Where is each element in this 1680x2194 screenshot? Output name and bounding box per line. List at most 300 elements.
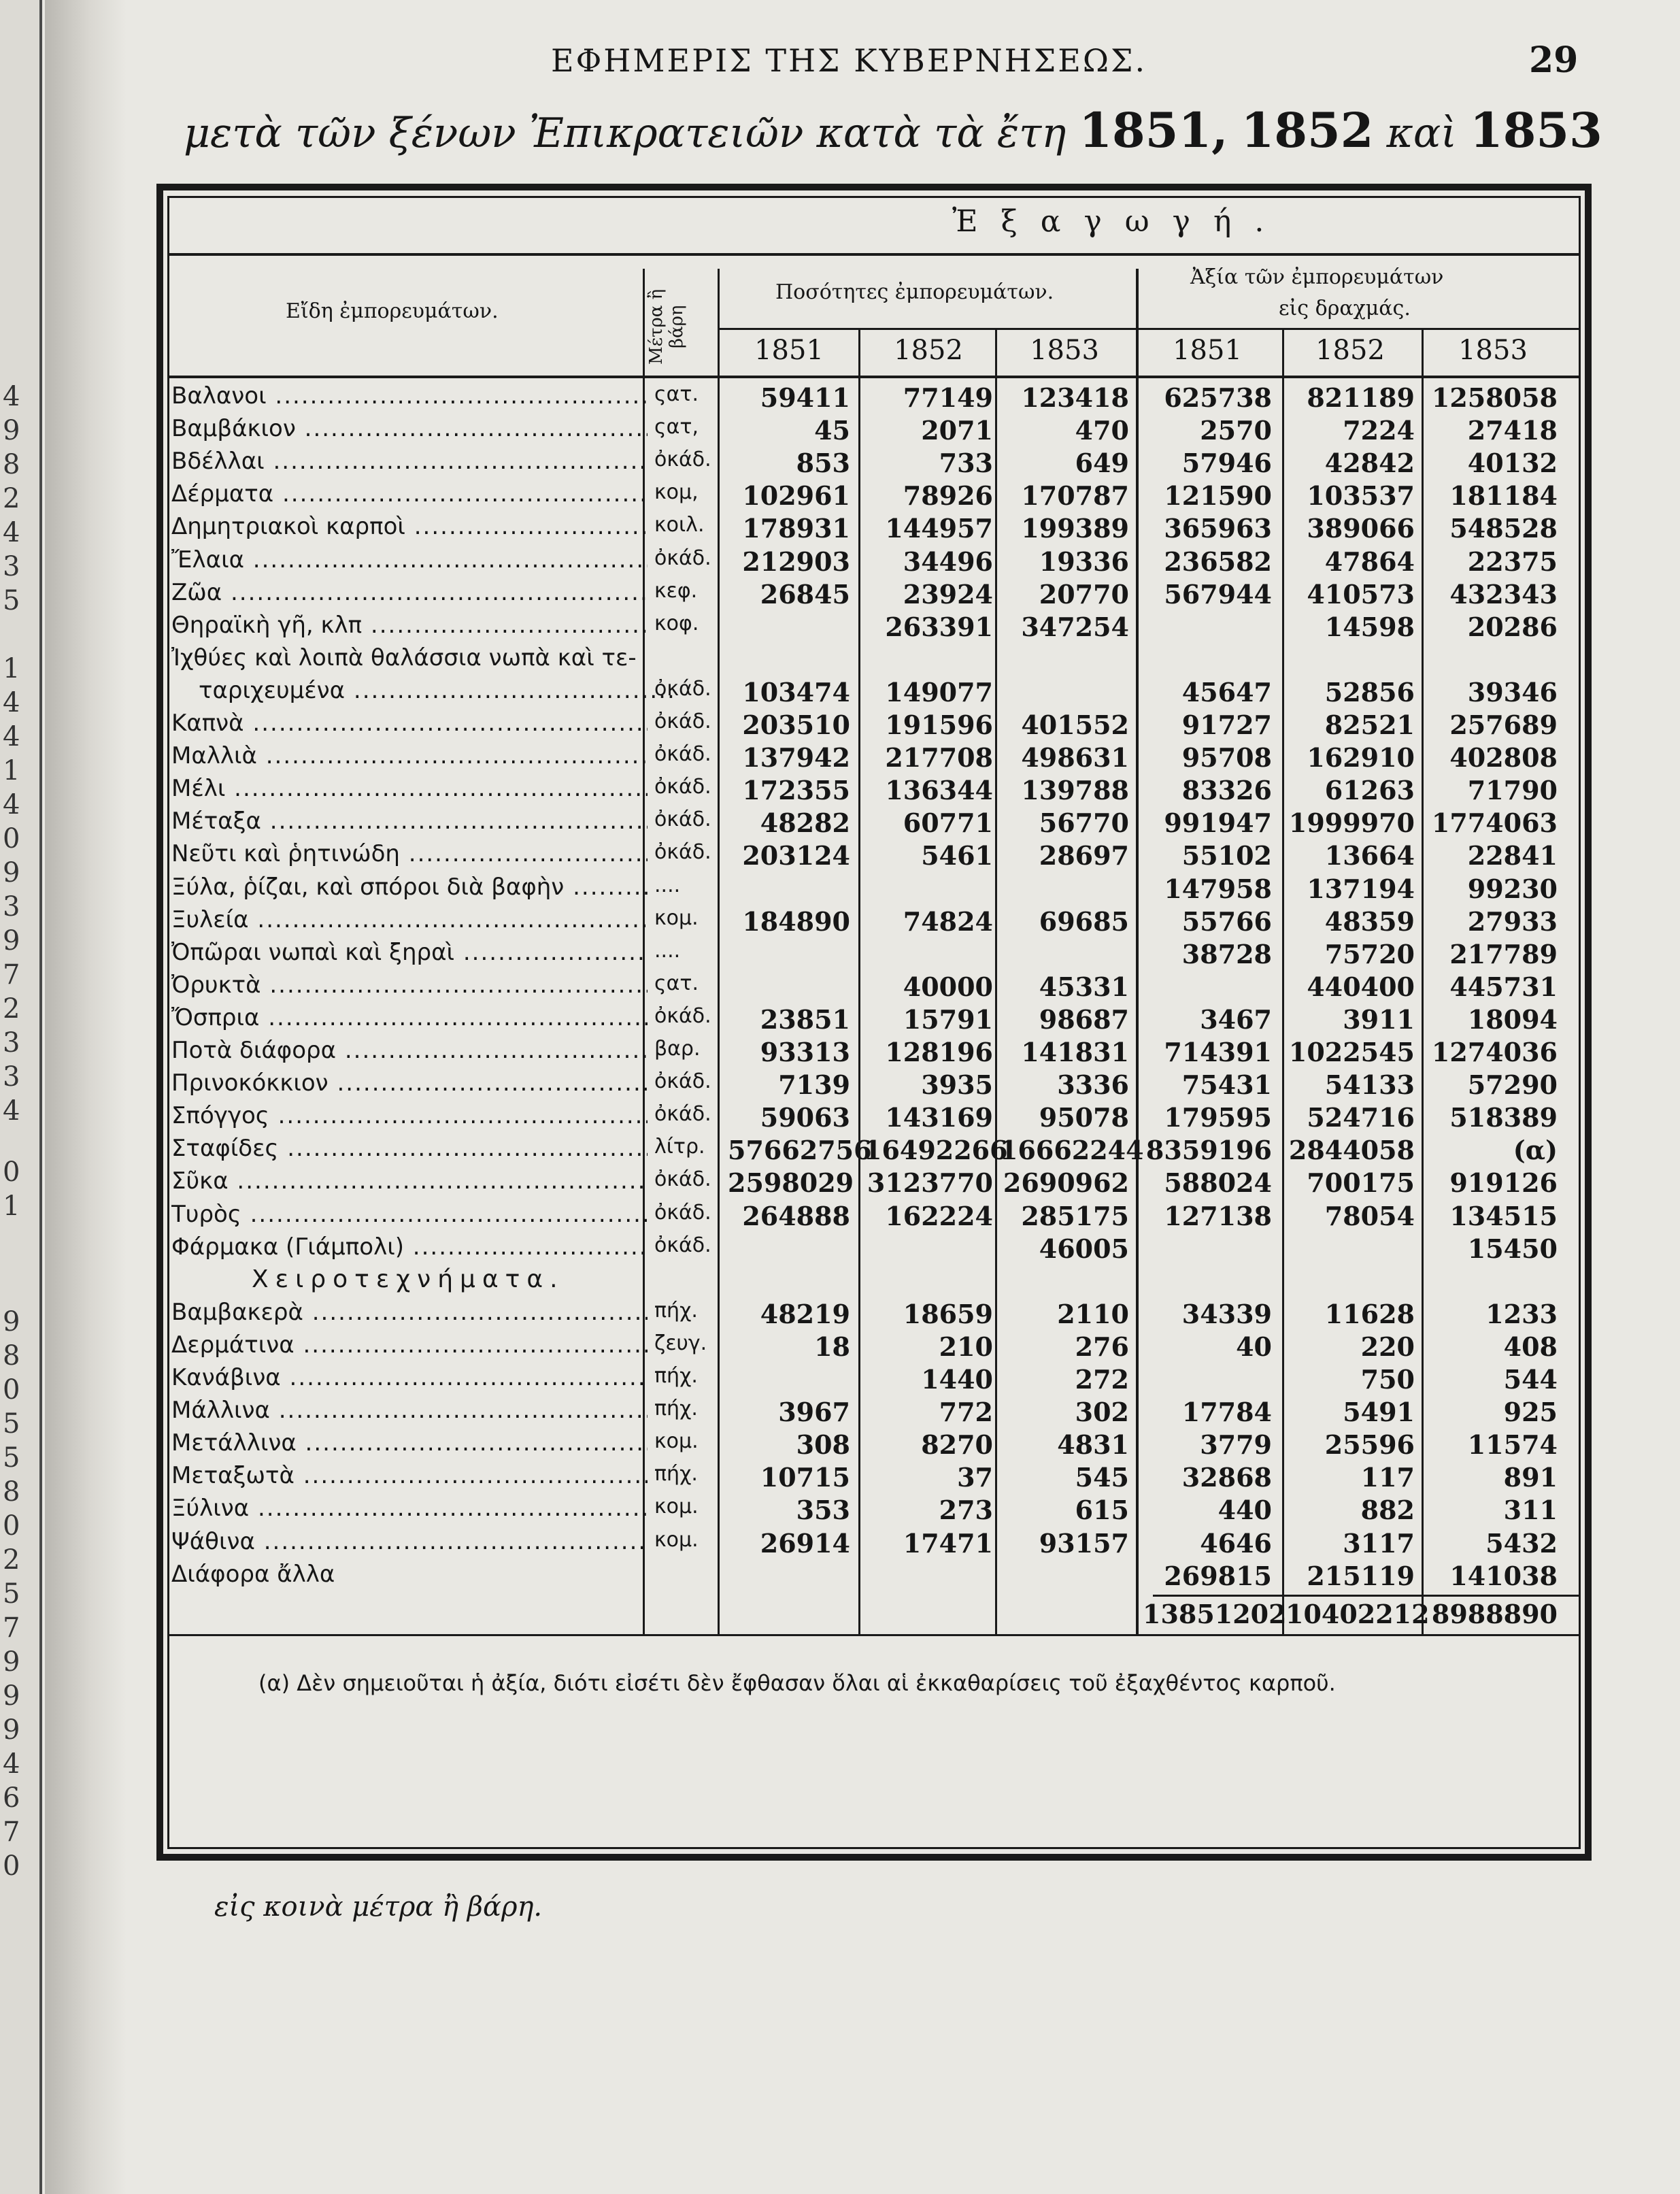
row-unit: ζευγ. [654,1331,707,1355]
cell-v51: 32868 [1181,1462,1272,1493]
prev-page-digit: 3 [3,1027,20,1059]
cell-v51: 121590 [1164,480,1272,512]
row-unit: κομ. [654,1527,699,1552]
table-row [0,1331,1680,1364]
row-unit: ὀκάδ. [654,676,711,701]
title-prefix: μετὰ τῶν ξένων Ἐπικρατειῶν κατὰ τὰ ἔτη [184,110,1066,157]
row-label: Ἰχθύες καὶ λοιπὰ θαλάσσια νωπὰ καὶ τε- [171,644,637,671]
title-conj: καὶ [1386,110,1457,157]
cell-v52: 3911 [1343,1003,1415,1035]
title-year-1853: 1853 [1470,102,1602,159]
cell-q52: 60771 [903,808,993,839]
cell-v53: 257689 [1449,710,1558,740]
row-unit: .... [654,938,681,963]
table-row [0,742,1680,775]
row-label: Βαλανοι ..... [171,382,648,410]
cell-v53: (α) [1513,1135,1558,1166]
row-unit: ὀκάδ. [654,1233,711,1257]
cell-v51: 179595 [1164,1102,1272,1133]
row-label: Πρινοκόκκιον ..... [171,1069,648,1097]
cell-q52: 3123770 [867,1167,993,1199]
cell-v52: 882 [1360,1495,1415,1526]
row-unit: κεφ. [654,578,698,603]
footnote: (α) Δὲν σημειοῦται ἡ ἀξία, διότι εἰσέτι δὲν ἔφθασαν ὅλαι αἱ ἐκκαθαρίσεις τοῦ ἐξαχθέντος καρποῦ. [258,1670,1336,1696]
year-v-1853: 1853 [1458,335,1528,366]
row-label: Φάρμακα (Γιάμπολι) ..... [171,1233,648,1261]
total-1851: 13851202 [1143,1599,1287,1629]
cell-q52: 191596 [885,710,993,740]
cell-v51: 714391 [1164,1037,1272,1067]
cell-v52: 52856 [1324,676,1415,708]
cell-q52: 136344 [885,775,993,806]
cell-q52: 162224 [885,1200,993,1231]
cell-v51: 55102 [1181,840,1272,871]
cell-q53: 20770 [1039,578,1129,610]
table-row [0,1495,1680,1527]
cell-q51: 26845 [760,578,850,610]
total-1853: 8988890 [1431,1599,1558,1629]
row-unit: ὀκάδ. [654,742,711,767]
row-unit: πήχ. [654,1462,698,1486]
cell-v53: 27933 [1467,905,1558,937]
section-heading: Ἐξαγωγή. [952,204,1288,239]
table-row [0,971,1680,1004]
cell-q53: 401552 [1021,710,1129,740]
cell-v51: 127138 [1164,1200,1272,1231]
cell-v52: 48359 [1324,905,1415,937]
row-label: Ὀπῶραι νωπαὶ καὶ ξηραὶ ..... [171,939,648,966]
table-bottom-rule [167,1634,1581,1636]
title-year-1852: 1852 [1241,102,1374,159]
prev-page-digit: 8 [3,1340,20,1372]
cell-v52: 14598 [1324,611,1415,642]
cell-q51: 59063 [760,1102,850,1133]
cell-v51: 588024 [1164,1167,1272,1199]
cell-q53: 199389 [1021,513,1129,544]
row-label: Θηραϊκὴ γῆ, κλπ ..... [171,612,648,639]
row-unit: ὀκάδ. [654,448,711,472]
row-label: Σῦκα ..... [171,1167,648,1195]
table-row [0,1167,1680,1200]
row-label: Σπόγγος ..... [171,1102,648,1129]
cell-q52: 37 [957,1462,993,1493]
prev-page-digit: 4 [3,517,20,548]
cell-v53: 544 [1503,1364,1558,1395]
cell-v52: 82521 [1324,710,1415,740]
cell-q51: 93313 [760,1037,850,1067]
cell-q52: 40000 [903,971,993,1002]
prev-page-digit: 4 [3,789,20,820]
cell-v53: 891 [1503,1462,1558,1493]
cell-q51: 7139 [778,1069,850,1101]
cell-v52: 78054 [1324,1200,1415,1231]
table-row [0,644,1680,677]
prev-page-digit: 1 [3,1191,20,1222]
table-row [0,1135,1680,1167]
row-label: Βδέλλαι ..... [171,448,648,475]
cell-q52: 77149 [903,382,993,413]
table-row [0,677,1680,710]
cell-q51: 103474 [742,676,850,708]
running-head: ΕΦΗΜΕΡΙΣ ΤΗΣ ΚΥΒΕΡΝΗΣΕΩΣ. [551,42,1147,79]
cell-q52: 1440 [921,1364,993,1395]
row-unit: ὀκάδ. [654,1003,711,1028]
year-q-1853: 1853 [1030,335,1099,366]
cell-q52: 733 [939,448,993,479]
cell-v51: 236582 [1164,546,1272,577]
table-row [0,579,1680,612]
cell-q51: 57662756 [728,1135,872,1166]
cell-v52: 821189 [1307,382,1415,413]
cell-q53: 545 [1075,1462,1129,1493]
prev-page-digit: 2 [3,993,20,1025]
row-unit: ὀκάδ. [654,1102,711,1127]
prev-page-digit: 0 [3,1374,20,1406]
cell-v53: 408 [1503,1331,1558,1362]
cell-q51: 10715 [760,1462,850,1493]
row-label: Ὄσπρια ..... [171,1004,648,1031]
cell-v51: 365963 [1164,513,1272,544]
cell-v52: 54133 [1324,1069,1415,1101]
prev-page-digit: 3 [3,1061,20,1093]
cell-q51: 203124 [742,840,850,871]
table-row [0,874,1680,906]
prev-page-digit: 2 [3,483,20,514]
prev-page-digit: 4 [3,687,20,718]
row-unit: πήχ. [654,1364,698,1388]
cell-v53: 18094 [1467,1003,1558,1035]
table-row [0,775,1680,808]
prev-page-digit: 3 [3,891,20,923]
cell-q51: 48219 [760,1298,850,1329]
cell-q51: 26914 [760,1527,850,1559]
cell-v51: 55766 [1181,905,1272,937]
table-row [0,513,1680,546]
cell-v52: 3117 [1343,1527,1415,1559]
table-row [0,840,1680,873]
cell-v51: 625738 [1164,382,1272,413]
cell-v53: 217789 [1449,938,1558,969]
cell-q53: 123418 [1021,382,1129,413]
cell-q53: 28697 [1039,840,1129,871]
cell-q51: 59411 [760,382,850,413]
cell-q51: 3967 [778,1397,850,1428]
cell-q51: 45 [814,415,850,446]
cell-v52: 13664 [1324,840,1415,871]
cell-v52: 61263 [1324,775,1415,806]
cell-q52: 78926 [903,480,993,512]
cell-v52: 410573 [1307,578,1415,610]
table-row [0,1561,1680,1593]
cell-v52: 440400 [1307,971,1415,1002]
cell-q52: 3935 [921,1069,993,1101]
cell-v52: 117 [1360,1462,1415,1493]
table-row [0,382,1680,415]
prev-page-digit: 3 [3,551,20,582]
row-label: ταριχευμένα ..... [171,677,675,704]
table-row [0,906,1680,939]
cell-q53: 4831 [1057,1429,1129,1461]
cell-v52: 5491 [1343,1397,1415,1428]
prev-page-digit: 7 [3,1612,20,1644]
cell-v51: 95708 [1181,742,1272,774]
table-row [0,1201,1680,1233]
prev-page-digit: 4 [3,1095,20,1127]
table-row [0,1462,1680,1495]
cell-v52: 7224 [1343,415,1415,446]
cell-v51: 57946 [1181,448,1272,479]
cell-v53: 57290 [1467,1069,1558,1101]
cell-q52: 8270 [921,1429,993,1461]
cell-v52: 700175 [1307,1167,1415,1199]
cell-v52: 1999970 [1288,808,1415,839]
table-row [0,710,1680,742]
table-row [0,939,1680,971]
table-row [0,1037,1680,1069]
cell-q51: 102961 [742,480,850,512]
row-label: Ξυλεία ..... [171,906,648,933]
cell-v53: 1774063 [1431,808,1558,839]
cell-q52: 217708 [885,742,993,774]
prev-page-digit: 9 [3,415,20,446]
cell-v51: 4646 [1200,1527,1272,1559]
row-unit: κοιλ. [654,513,705,537]
cell-v52: 2844058 [1288,1135,1415,1166]
cell-v52: 42842 [1324,448,1415,479]
row-label: Σταφίδες ..... [171,1135,648,1162]
cell-q51: 264888 [742,1200,850,1231]
cell-q53: 139788 [1021,775,1129,806]
cell-v51: 75431 [1181,1069,1272,1101]
prev-page-digit: 9 [3,1646,20,1678]
cell-v53: 518389 [1449,1102,1558,1133]
cell-v52: 215119 [1307,1560,1415,1591]
cell-q52: 17471 [903,1527,993,1559]
manufactures-heading: Χειροτεχνήματα. [252,1265,565,1293]
row-label: Μέλι ..... [171,775,648,802]
table-row [0,1528,1680,1561]
prev-page-digit: 0 [3,823,20,854]
table-row [0,1004,1680,1037]
prev-page-digit: 9 [3,1680,20,1712]
row-unit: βαρ. [654,1037,701,1061]
prev-page-digit: 5 [3,1442,20,1474]
cell-q51: 2598029 [728,1167,854,1199]
cell-v51: 147958 [1164,873,1272,904]
cell-v53: 20286 [1467,611,1558,642]
row-label: Νεῦτι καὶ ῥητινώδη ..... [171,840,648,867]
cell-q52: 15791 [903,1003,993,1035]
cell-q53: 98687 [1039,1003,1129,1035]
cell-v51: 83326 [1181,775,1272,806]
table-row [0,546,1680,579]
cell-v53: 181184 [1449,480,1558,512]
row-label: Ξύλα, ῥίζαι, καὶ σπόροι διὰ βαφὴν ..... [171,874,648,901]
cell-v53: 925 [1503,1397,1558,1428]
header-rule-bottom [167,376,1581,378]
row-unit: ὀκάδ. [654,1167,711,1192]
row-unit: ςατ. [654,382,699,406]
row-unit: ὀκάδ. [654,1200,711,1225]
cell-v53: 134515 [1449,1200,1558,1231]
row-unit: .... [654,873,681,897]
cell-v52: 47864 [1324,546,1415,577]
years-rule [718,328,1581,330]
prev-page-digit: 4 [3,1748,20,1780]
prev-page-digit: 8 [3,449,20,480]
cell-q53: 347254 [1021,611,1129,642]
table-row [0,448,1680,480]
cell-q51: 137942 [742,742,850,774]
cell-q53: 285175 [1021,1200,1129,1231]
cell-q52: 143169 [885,1102,993,1133]
cell-v51: 2570 [1200,415,1272,446]
row-unit: κομ. [654,1429,699,1454]
cell-v53: 71790 [1467,775,1558,806]
cell-q53: 93157 [1039,1527,1129,1559]
row-label: Ποτὰ διάφορα ..... [171,1037,648,1064]
table-row [0,1429,1680,1462]
cell-v53: 548528 [1449,513,1558,544]
row-label: Τυρὸς ..... [171,1201,648,1228]
cell-v53: 39346 [1467,676,1558,708]
row-unit: κομ. [654,905,699,930]
cell-q52: 23924 [903,578,993,610]
cell-v53: 402808 [1449,742,1558,774]
cell-v53: 919126 [1449,1167,1558,1199]
cell-q52: 772 [939,1397,993,1428]
cell-v53: 99230 [1467,873,1558,904]
row-label: Μέταξα ..... [171,808,648,835]
row-label: Δημητριακοὶ καρποὶ ..... [171,513,648,540]
cell-q53: 272 [1075,1364,1129,1395]
row-label: Καπνὰ ..... [171,710,648,737]
prev-page-digit: 2 [3,1544,20,1576]
cell-q52: 34496 [903,546,993,577]
row-label: Κανάβινα ..... [171,1364,648,1391]
cell-q52: 74824 [903,905,993,937]
prev-page-digit: 9 [3,1306,20,1337]
cell-v51: 269815 [1164,1560,1272,1591]
cell-v52: 220 [1360,1331,1415,1362]
row-unit: ὀκάδ. [654,775,711,799]
row-unit: κομ, [654,480,699,505]
table-row [0,808,1680,840]
header-values-2: εἰς δραχμάς. [1279,297,1411,320]
row-unit: ὀκάδ. [654,1069,711,1094]
row-unit: πήχ. [654,1397,698,1421]
cell-q53: 276 [1075,1331,1129,1362]
cell-v51: 3467 [1200,1003,1272,1035]
cell-v52: 389066 [1307,513,1415,544]
prev-page-digit: 1 [3,653,20,684]
cell-v52: 75720 [1324,938,1415,969]
page-number: 29 [1529,39,1579,81]
cell-q53: 170787 [1021,480,1129,512]
row-label: Ξύλινα ..... [171,1495,648,1522]
totals-row [0,1599,1680,1631]
prev-page-digit: 5 [3,1578,20,1610]
prev-page-digit: 9 [3,925,20,957]
cell-q51: 48282 [760,808,850,839]
cell-v53: 22375 [1467,546,1558,577]
cell-v52: 750 [1360,1364,1415,1395]
row-label: Ὀρυκτὰ ..... [171,971,648,999]
cell-q52: 18659 [903,1298,993,1329]
row-label: Ζῶα ..... [171,579,648,606]
prev-page-digit: 4 [3,381,20,412]
prev-page-digit: 7 [3,959,20,991]
table-row [0,1397,1680,1429]
cell-v51: 91727 [1181,710,1272,740]
cell-v51: 17784 [1181,1397,1272,1428]
row-unit: πήχ. [654,1298,698,1323]
row-unit: κοφ. [654,611,699,635]
row-label: Μάλλινα ..... [171,1397,648,1424]
cell-v52: 11628 [1324,1298,1415,1329]
cell-q53: 69685 [1039,905,1129,937]
row-label: Δερμάτινα ..... [171,1331,648,1359]
row-label: Ψάθινα ..... [171,1528,648,1555]
row-label: Μετάλλινα ..... [171,1429,648,1457]
cell-q52: 144957 [885,513,993,544]
totals-rule [1153,1595,1581,1597]
table-row [0,1233,1680,1266]
cell-q53: 2110 [1057,1298,1129,1329]
cell-q52: 210 [939,1331,993,1362]
cell-v53: 432343 [1449,578,1558,610]
cell-v51: 38728 [1181,938,1272,969]
year-v-1851: 1851 [1173,335,1242,366]
bottom-note: εἰς κοινὰ μέτρα ἢ βάρη. [214,1891,543,1923]
cell-q52: 273 [939,1495,993,1526]
prev-page-digit: 8 [3,1476,20,1508]
cell-v51: 3779 [1200,1429,1272,1461]
cell-v53: 1258058 [1431,382,1558,413]
cell-q53: 45331 [1039,971,1129,1002]
cell-q52: 263391 [885,611,993,642]
prev-page-digit: 6 [3,1782,20,1814]
cell-q53: 46005 [1039,1233,1129,1264]
year-q-1852: 1852 [894,335,963,366]
prev-page-digit: 7 [3,1816,20,1848]
cell-q51: 212903 [742,546,850,577]
cell-q53: 2690962 [1003,1167,1129,1199]
prev-page-digit: 9 [3,857,20,888]
cell-v51: 34339 [1181,1298,1272,1329]
cell-v52: 162910 [1307,742,1415,774]
row-label: Μαλλιὰ ..... [171,742,648,769]
row-unit: ὀκάδ. [654,840,711,865]
cell-v53: 5432 [1485,1527,1558,1559]
cell-q53: 3336 [1057,1069,1129,1101]
cell-q51: 853 [796,448,850,479]
header-values: Ἀξία τῶν ἐμπορευμάτων [1190,265,1444,289]
prev-page-digit: 4 [3,721,20,752]
cell-v51: 8359196 [1145,1135,1272,1166]
cell-v52: 103537 [1307,480,1415,512]
cell-v53: 1233 [1485,1298,1558,1329]
table-row [0,415,1680,448]
cell-q52: 5461 [921,840,993,871]
row-label: Μεταξωτὰ ..... [171,1462,648,1489]
cell-v53: 141038 [1449,1560,1558,1591]
cell-v52: 25596 [1324,1429,1415,1461]
cell-v51: 45647 [1181,676,1272,708]
table-row [0,480,1680,513]
cell-q53: 56770 [1039,808,1129,839]
cell-v53: 22841 [1467,840,1558,871]
